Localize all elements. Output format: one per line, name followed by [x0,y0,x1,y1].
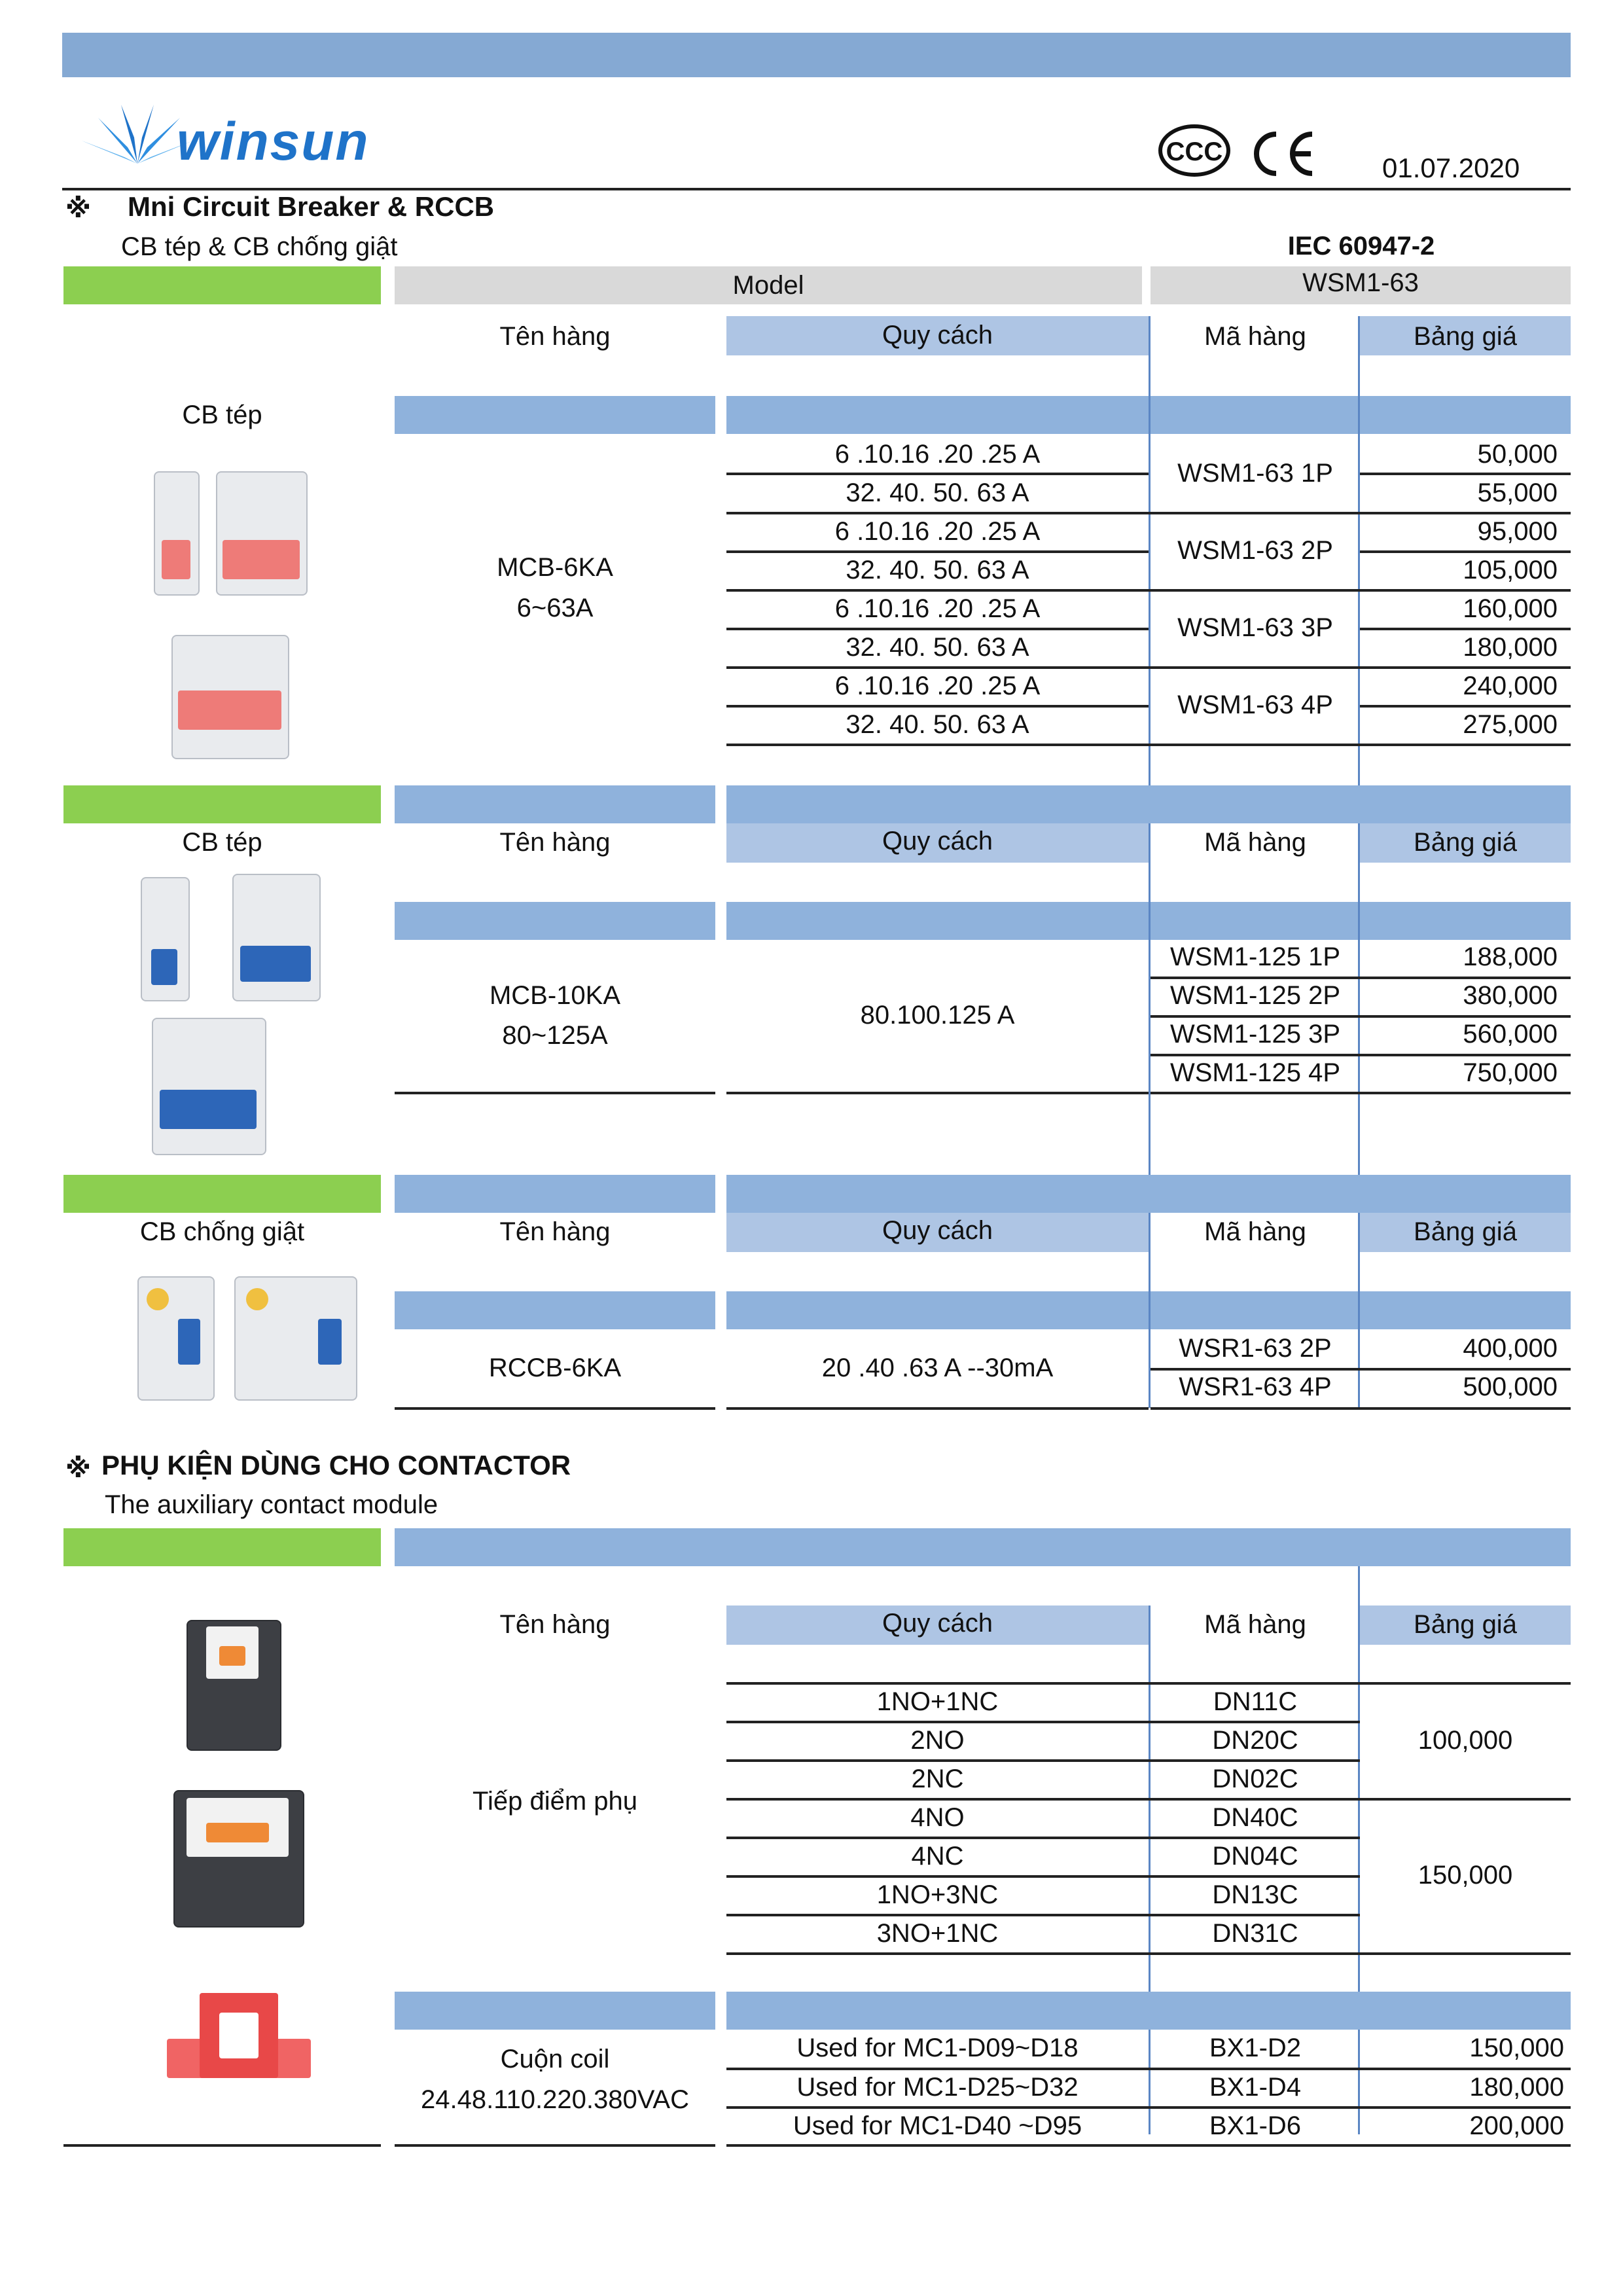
standard-label: IEC 60947-2 [1287,232,1435,260]
block1-code: WSM1-63 2P [1177,536,1333,565]
block2-price: 188,000 [1463,942,1558,971]
block3-name: RCCB-6KA [488,1354,622,1382]
block2-band-a [395,902,715,940]
aux-contact-4pole-image [173,1790,304,1928]
block3-top-band-b [726,1175,1571,1213]
block1-spec-row: 6 .10.16 .20 .25 A [834,672,1041,700]
block4-row-line [726,1952,1571,1955]
block1-price: 50,000 [1477,440,1558,469]
block2-code: WSM1-125 2P [1169,981,1341,1010]
table-bottom-line [395,2144,715,2147]
block3-spec: 20 .40 .63 A --30mA [821,1354,1054,1382]
block2-price: 560,000 [1463,1020,1558,1049]
block1-price: 55,000 [1477,478,1558,507]
block4-spec-row: 1NO+3NC [876,1880,999,1909]
aux-contact-2pole-image [187,1620,281,1751]
block4-code-row: DN40C [1212,1803,1298,1832]
block3-band-a [395,1291,715,1329]
green-tab-4 [63,1528,381,1566]
block1-price: 275,000 [1463,710,1558,739]
block1-price: 95,000 [1477,517,1558,546]
block5-price-row: 150,000 [1469,2034,1564,2062]
svg-text:CCC: CCC [1166,137,1223,166]
block1-code: WSM1-63 3P [1177,613,1333,642]
block2-spec-bottom [726,1092,1149,1094]
section2-title: PHỤ KIỆN DÙNG CHO CONTACTOR [101,1450,571,1480]
section2-subtitle: The auxiliary contact module [105,1490,438,1519]
block4-code-row: DN31C [1212,1919,1298,1948]
mcb-125-3p-image [152,1018,266,1155]
green-tab-2 [63,785,381,823]
rccb-4p-image [234,1276,357,1401]
table-bottom-line [63,2144,381,2147]
block2-col-price: Bảng giá [1414,828,1517,857]
block4-code-row: DN13C [1212,1880,1298,1909]
block2-name-line1: MCB-10KA [489,981,621,1010]
ce-cert-icon [1247,128,1319,180]
block5-spec-row: Used for MC1-D09~D18 [796,2034,1079,2062]
contactor-coil-image [167,1986,311,2104]
block1-category: CB tép [182,401,262,429]
block4-col-spec: Quy cách [882,1609,993,1638]
green-tab-1 [63,266,381,304]
block4-col-name: Tên hàng [499,1610,611,1639]
block1-price: 180,000 [1463,633,1558,662]
block4-spec-row: 4NO [910,1803,965,1832]
block1-name-line2: 6~63A [516,594,594,622]
block2-top-band-a [395,785,715,823]
block1-spec-row: 6 .10.16 .20 .25 A [834,440,1041,469]
block2-name-line2: 80~125A [502,1021,608,1050]
block3-col-name: Tên hàng [499,1217,611,1246]
block4-code-row: DN20C [1212,1726,1298,1755]
block2-spec: 80.100.125 A [860,1001,1015,1030]
mcb-1p-image [154,471,200,596]
block1-col-spec: Quy cách [882,321,993,350]
mcb-125-2p-image [232,874,321,1001]
block3-col-price: Bảng giá [1414,1217,1517,1246]
block3-code: WSR1-63 2P [1179,1334,1332,1363]
block4-code-row: DN11C [1213,1687,1298,1716]
block4-spec-row: 3NO+1NC [876,1919,999,1948]
block3-top-band-a [395,1175,715,1213]
block2-col-spec: Quy cách [882,827,993,855]
model-label: Model [732,271,804,300]
block2-code: WSM1-125 4P [1169,1058,1341,1087]
block2-code: WSM1-125 1P [1169,942,1341,971]
block5-name-line2: 24.48.110.220.380VAC [421,2085,689,2114]
block4-spec-row: 2NO [910,1726,965,1755]
block5-code-row: BX1-D6 [1209,2111,1302,2140]
block3-col-spec: Quy cách [882,1216,993,1245]
mcb-3p-image [171,635,289,759]
block2-price: 750,000 [1463,1058,1558,1087]
block4-code-row: DN04C [1212,1842,1298,1871]
block2-row-line [1150,1092,1571,1094]
block5-price-row: 180,000 [1469,2073,1564,2102]
table-bottom-line [726,2144,1571,2147]
block1-spec-row: 6 .10.16 .20 .25 A [834,594,1041,623]
block3-col-code: Mã hàng [1204,1217,1306,1246]
block1-spec-row: 32. 40. 50. 63 A [846,556,1029,584]
block4-col-code: Mã hàng [1204,1610,1306,1639]
document-date: 01.07.2020 [1382,152,1520,183]
block1-spec-row: 6 .10.16 .20 .25 A [834,517,1041,546]
block1-col-name: Tên hàng [499,322,611,351]
block2-price: 380,000 [1463,981,1558,1010]
mcb-125-1p-image [141,877,190,1001]
block1-col-price: Bảng giá [1414,322,1517,351]
section1-title: Mni Circuit Breaker & RCCB [128,191,495,222]
block2-top-band-b [726,785,1571,823]
block4-code-row: DN02C [1212,1765,1298,1793]
block2-category: CB tép [182,828,262,857]
section2-mark: ※ [65,1454,91,1483]
block2-name-bottom [395,1092,715,1094]
block5-code-row: BX1-D4 [1209,2073,1302,2102]
block1-spec-row: 32. 40. 50. 63 A [846,633,1029,662]
section2-band [395,1528,1571,1566]
block1-price: 105,000 [1463,556,1558,584]
section1-subtitle: CB tép & CB chống giật [121,232,398,261]
block4-col-price: Bảng giá [1414,1610,1517,1639]
block1-spec-row: 32. 40. 50. 63 A [846,710,1029,739]
block1-band-a [395,396,715,434]
block4-spec-row: 2NC [911,1765,964,1793]
block1-col-code: Mã hàng [1204,322,1306,351]
block2-code: WSM1-125 3P [1169,1020,1341,1049]
block1-spec-row: 32. 40. 50. 63 A [846,478,1029,507]
block3-category: CB chống giật [139,1217,305,1246]
block5-name-line1: Cuộn coil [500,2045,610,2073]
block5-code-row: BX1-D2 [1209,2034,1302,2062]
block2-col-code: Mã hàng [1204,828,1306,857]
block5-band-b [726,1992,1571,2030]
top-color-bar [62,33,1571,77]
block5-band-a [395,1992,715,2030]
block3-price: 500,000 [1463,1372,1558,1401]
brand-name: winsun [177,112,370,171]
block2-col-name: Tên hàng [499,828,611,857]
green-tab-3 [63,1175,381,1213]
section1-mark: ※ [65,194,91,223]
rccb-2p-image [137,1276,215,1401]
block5-price-row: 200,000 [1469,2111,1564,2140]
block4-price-group2: 150,000 [1418,1861,1513,1890]
block5-spec-row: Used for MC1-D40 ~D95 [793,2111,1082,2140]
block1-row-line [726,744,1571,746]
block1-name-line1: MCB-6KA [497,553,613,582]
block3-price: 400,000 [1463,1334,1558,1363]
block3-code: WSR1-63 4P [1179,1372,1332,1401]
block4-name: Tiếp điểm phụ [473,1787,637,1816]
block3-spec-bottom [726,1407,1149,1410]
block4-price-group1: 100,000 [1418,1726,1513,1755]
ccc-cert-icon [1158,124,1230,177]
block4-spec-row: 1NO+1NC [876,1687,999,1716]
block3-name-bottom [395,1407,715,1410]
block1-code: WSM1-63 1P [1177,459,1333,488]
mcb-2p-image [216,471,308,596]
block1-code: WSM1-63 4P [1177,691,1333,719]
block3-row-line [1150,1407,1571,1410]
block1-price: 160,000 [1463,594,1558,623]
model-value: WSM1-63 [1302,268,1419,297]
block4-spec-row: 4NC [911,1842,964,1871]
block5-spec-row: Used for MC1-D25~D32 [796,2073,1079,2102]
block1-price: 240,000 [1463,672,1558,700]
